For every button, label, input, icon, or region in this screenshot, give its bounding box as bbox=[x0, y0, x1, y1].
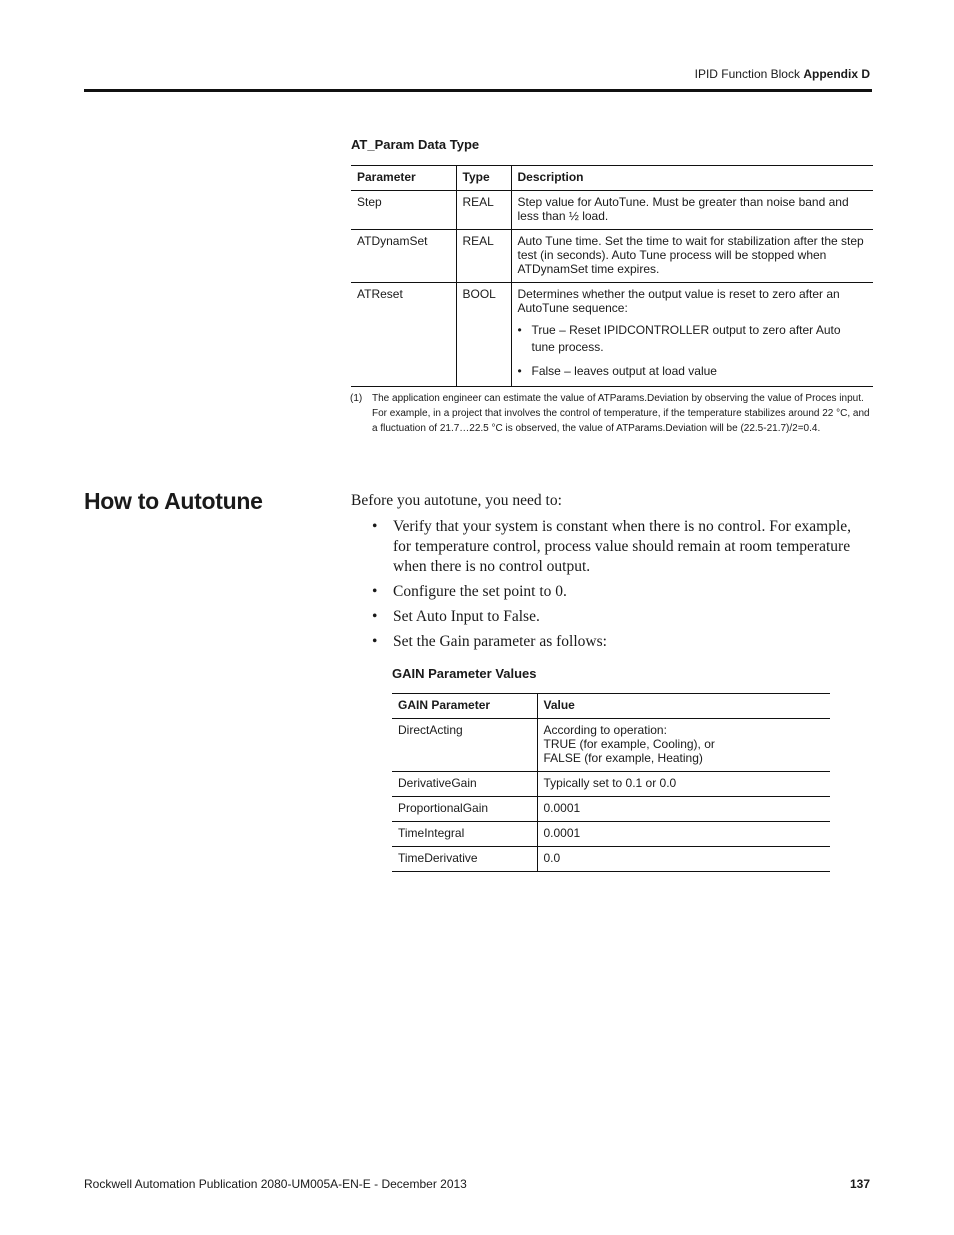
cell-parameter: DirectActing bbox=[392, 719, 537, 772]
steps-list bbox=[372, 517, 872, 657]
description-bullet-list bbox=[518, 322, 868, 380]
column-header-gain-parameter: GAIN Parameter bbox=[392, 694, 537, 719]
table-header-row bbox=[392, 694, 830, 719]
intro-text: Before you autotune, you need to: bbox=[351, 492, 562, 509]
cell-type: REAL bbox=[456, 230, 511, 283]
column-header-value: Value bbox=[537, 694, 830, 719]
table-row bbox=[392, 797, 830, 822]
at-param-table bbox=[351, 165, 873, 387]
column-header-description: Description bbox=[511, 166, 873, 191]
cell-type: REAL bbox=[456, 191, 511, 230]
cell-value: 0.0001 bbox=[537, 822, 830, 847]
cell-parameter: Step bbox=[351, 191, 456, 230]
column-header-parameter: Parameter bbox=[351, 166, 456, 191]
table-footnote bbox=[350, 391, 874, 436]
table-row bbox=[351, 230, 873, 283]
cell-parameter: TimeIntegral bbox=[392, 822, 537, 847]
table-row bbox=[351, 283, 873, 387]
table-row bbox=[392, 822, 830, 847]
table-row bbox=[351, 191, 873, 230]
footer-publication: Rockwell Automation Publication 2080-UM005A-EN-E - December 2013 bbox=[84, 1177, 467, 1191]
cell-value: 0.0001 bbox=[537, 797, 830, 822]
cell-value: 0.0 bbox=[537, 847, 830, 872]
cell-value-line: TRUE (for example, Cooling), or bbox=[543, 737, 715, 751]
list-item: • Set Auto Input to False. bbox=[372, 607, 872, 627]
cell-value-line: According to operation: bbox=[543, 723, 667, 737]
at-param-table-title: AT_Param Data Type bbox=[351, 137, 480, 152]
cell-description: Auto Tune time. Set the time to wait for stabilization after the step test (in seconds). Auto Tune process will be stopped when ATDynamSet time expires. bbox=[511, 230, 873, 283]
cell-value-line: FALSE (for example, Heating) bbox=[543, 751, 703, 765]
column-header-type: Type bbox=[456, 166, 511, 191]
gain-table bbox=[392, 693, 830, 872]
cell-parameter: ATReset bbox=[351, 283, 456, 387]
cell-parameter: ProportionalGain bbox=[392, 797, 537, 822]
cell-value: Typically set to 0.1 or 0.0 bbox=[537, 772, 830, 797]
running-header bbox=[695, 67, 870, 81]
list-item: • Configure the set point to 0. bbox=[372, 582, 872, 602]
list-item: • Verify that your system is constant when there is no control. For example, for temperature control, process value should remain at room temperature when there is no control output. bbox=[372, 517, 872, 577]
cell-description: Step value for AutoTune. Must be greater than noise band and less than ½ load. bbox=[511, 191, 873, 230]
table-header-row bbox=[351, 166, 873, 191]
footnote-text: The application engineer can estimate the value of ATParams.Deviation by observing the value of Proces input. For example, in a project that involves the control of temperature, if the temperature stabilizes around 22 °C, and a fluctuation of 21.7…22.5 °C is observed, the value of ATParams.Deviation will be (22.5-21.7)/2=0.4. bbox=[372, 393, 870, 434]
list-item: • Set the Gain parameter as follows: bbox=[372, 632, 872, 652]
cell-parameter: TimeDerivative bbox=[392, 847, 537, 872]
list-item: • False – leaves output at load value bbox=[518, 363, 868, 380]
header-section: IPID Function Block bbox=[694, 67, 800, 81]
section-heading: How to Autotune bbox=[84, 488, 263, 514]
gain-table-title: GAIN Parameter Values bbox=[392, 666, 537, 681]
header-appendix: Appendix D bbox=[803, 67, 870, 81]
footnote-number: (1) bbox=[350, 393, 363, 404]
cell-description-text: Determines whether the output value is reset to zero after an AutoTune sequence: bbox=[517, 287, 840, 315]
cell-value bbox=[537, 719, 830, 772]
cell-description bbox=[511, 283, 873, 387]
table-row bbox=[392, 772, 830, 797]
page-number: 137 bbox=[849, 1177, 870, 1191]
list-item: • True – Reset IPIDCONTROLLER output to zero after Auto tune process. bbox=[518, 322, 868, 356]
header-rule bbox=[84, 89, 872, 92]
table-row bbox=[392, 719, 830, 772]
cell-type: BOOL bbox=[456, 283, 511, 387]
table-row bbox=[392, 847, 830, 872]
cell-parameter: ATDynamSet bbox=[351, 230, 456, 283]
cell-parameter: DerivativeGain bbox=[392, 772, 537, 797]
